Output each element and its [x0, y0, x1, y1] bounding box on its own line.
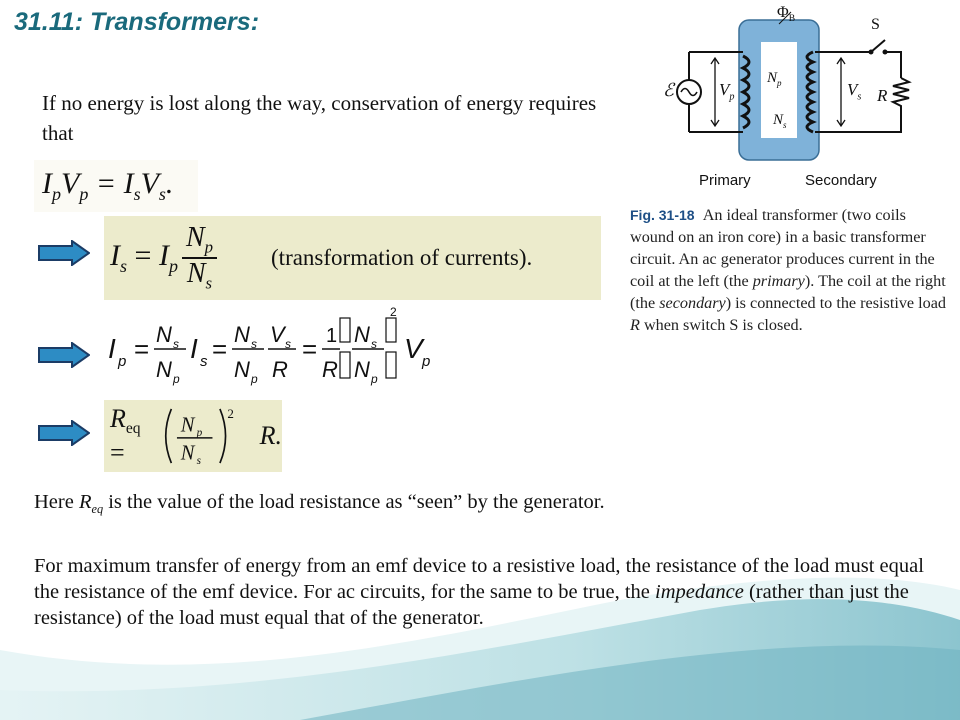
- figure-caption: [630, 204, 948, 336]
- eq4-exp: 2: [227, 406, 235, 422]
- vp-sub: p: [729, 91, 735, 103]
- flux-label: [777, 4, 795, 24]
- d-vs-sub: s: [285, 337, 291, 351]
- ns-sub: s: [783, 120, 787, 130]
- derivation-svg: [104, 302, 434, 394]
- d-vp-sub: p: [422, 353, 431, 370]
- switch-label: S: [871, 16, 880, 33]
- d-eq2: =: [212, 334, 228, 364]
- p1-before: Here: [34, 491, 79, 513]
- d-r2: R: [322, 357, 338, 382]
- d-r1: R: [272, 357, 288, 382]
- d-exp2: 2: [390, 305, 397, 319]
- d-ns1-sub: s: [173, 337, 179, 351]
- d-vp: V: [404, 333, 423, 364]
- p2-impedance: impedance: [655, 581, 744, 603]
- paragraph-max-transfer: [34, 553, 934, 631]
- d-is-sub: s: [200, 353, 208, 370]
- eq4-equals: =: [110, 438, 125, 468]
- caption-secondary: secondary: [659, 294, 726, 312]
- eq2-ns-sub: s: [205, 273, 213, 293]
- eq2-np: N: [185, 221, 205, 253]
- vp-label: [719, 80, 734, 102]
- p1-r-sub: eq: [91, 502, 104, 517]
- equation-derivation: [104, 302, 434, 394]
- p1-r: R: [78, 491, 92, 513]
- primary-label: Primary: [699, 172, 751, 189]
- eq2-np-sub: p: [204, 237, 214, 257]
- paragraph-req: [34, 489, 934, 522]
- caption-part-a: An ideal transformer (two coils wound on an iron core) in a basic transformer circuit. An ac generator produces current in the coil at the left (the: [630, 206, 935, 290]
- eq2-ip: I: [158, 239, 169, 272]
- eq2-note: (transformation of currents).: [271, 245, 533, 270]
- slide-title: 31.11: Transformers:: [14, 8, 260, 36]
- d-np1: N: [156, 357, 172, 382]
- secondary-label: Secondary: [805, 172, 877, 189]
- eq2-is-sub: s: [120, 256, 128, 276]
- np-n: N: [767, 70, 778, 86]
- d-np3: N: [354, 357, 370, 382]
- d-ns1: N: [156, 322, 172, 347]
- p2-part-b: (rather than just the resistance) of the load must equal that of the generator.: [34, 581, 909, 629]
- equation-power-balance: [34, 160, 198, 212]
- caption-part-c: ) is connected to the resistive load: [725, 294, 947, 312]
- switch-icon: [871, 40, 885, 52]
- eq2-ns: N: [186, 258, 206, 289]
- caption-part-d: when switch S is closed.: [639, 316, 803, 334]
- eq4-r: R: [110, 403, 126, 433]
- d-np2-sub: p: [251, 372, 258, 386]
- phi-symbol: Φ: [777, 4, 789, 21]
- np-sub: p: [777, 78, 782, 88]
- eq4-ns: N: [181, 442, 195, 465]
- d-eq3: =: [302, 334, 318, 364]
- d-vs: V: [270, 322, 285, 347]
- eq2-equals: =: [134, 239, 152, 272]
- eq4-np: N: [181, 414, 195, 437]
- d-np1-sub: p: [173, 372, 180, 386]
- p1-after: is the value of the load resistance as “seen” by the generator.: [103, 491, 605, 513]
- np-label: [767, 70, 782, 88]
- emf-label: ℰ: [663, 80, 674, 100]
- eq4-ns-sub: s: [196, 455, 202, 468]
- eq2-ip-sub: p: [168, 256, 178, 276]
- arrow-right-icon: [38, 420, 90, 446]
- caption-part-b: ). The coil at the right (the: [630, 272, 946, 312]
- p2-part-a: For maximum transfer of energy from an emf device to a resistive load, the resistance of the load must equal the resistance of the emf device. For ac circuits, for the same to be true, the: [34, 555, 924, 603]
- eq4-np-sub: p: [196, 427, 203, 439]
- d-ns2-sub: s: [251, 337, 257, 351]
- vs-v: V: [847, 80, 858, 99]
- d-np2: N: [234, 357, 250, 382]
- ns-label: [773, 112, 787, 130]
- transformer-circuit-diagram: [601, 0, 949, 200]
- eq2-is: I: [110, 239, 120, 272]
- arrow-right-icon: [38, 342, 90, 368]
- d-ns3-sub: s: [371, 337, 377, 351]
- eq4-r-sub: eq: [125, 420, 141, 438]
- ns-n: N: [773, 112, 784, 128]
- eq2-denominator: [183, 259, 216, 293]
- caption-primary: primary: [752, 272, 805, 290]
- intro-text: If no energy is lost along the way, conservation of energy requires that: [42, 91, 597, 145]
- caption-r: R: [630, 316, 640, 334]
- d-ns2: N: [234, 322, 250, 347]
- equation-equivalent-resistance: [104, 400, 282, 472]
- eq2-fraction: [182, 223, 217, 293]
- eq4-r-tail: R.: [259, 421, 282, 450]
- phi-sub: B: [788, 13, 796, 25]
- eq2-numerator: [182, 223, 217, 259]
- d-ip: I: [108, 333, 116, 364]
- arrow-right-icon: [38, 240, 90, 266]
- eq1-text: $I_pV_p = I_sV_s$.: [42, 167, 174, 204]
- resistor-icon: [893, 78, 909, 112]
- figure-number: Fig. 31-18: [630, 207, 695, 223]
- d-ip-sub: p: [118, 353, 127, 370]
- eq4-fraction-svg: [162, 403, 259, 469]
- d-eq1: =: [134, 334, 150, 364]
- equation-current-transformation: [104, 216, 610, 300]
- d-one: 1: [326, 325, 338, 347]
- d-ns3: N: [354, 322, 370, 347]
- d-is: I: [190, 333, 198, 364]
- r-label: R: [877, 86, 888, 105]
- vs-label: [847, 80, 861, 102]
- d-np3-sub: p: [371, 372, 378, 386]
- vp-v: V: [719, 80, 730, 99]
- vs-sub: s: [857, 91, 862, 103]
